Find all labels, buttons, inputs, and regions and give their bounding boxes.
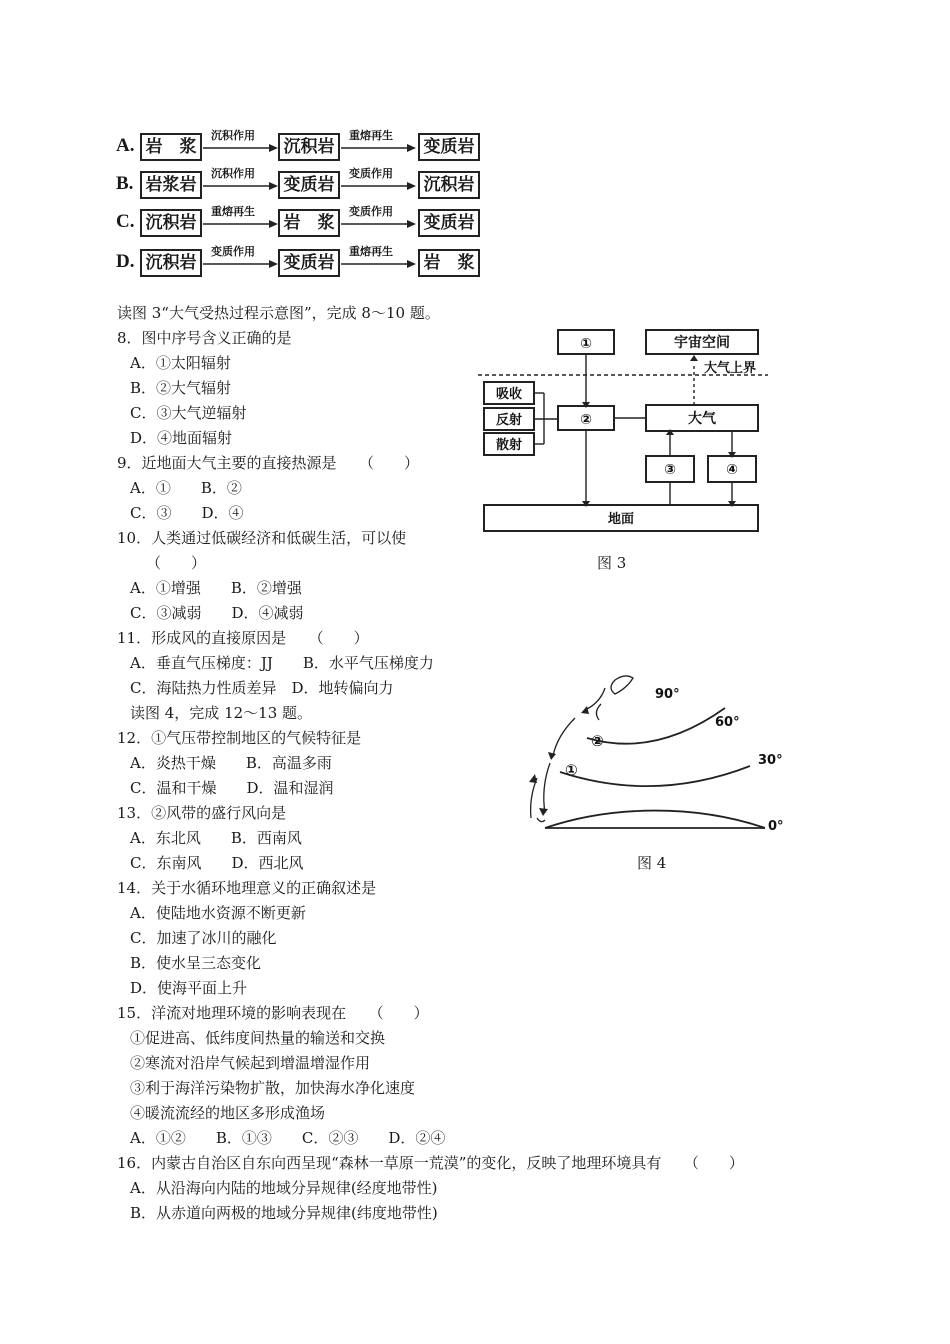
rock-arrow [341, 259, 417, 269]
text-line: 11．形成风的直接原因是 （ ） [117, 629, 369, 647]
rock-arrow [341, 143, 417, 153]
fig3-label-absorb: 吸收 [495, 387, 523, 402]
rock-box: 岩 浆 [140, 133, 202, 161]
fig4-label-1: ① [565, 761, 578, 779]
text-line: A．①② B．①③ C．②③ D．②④ [130, 1129, 446, 1147]
text-line: ①促进高、低纬度间热量的输送和交换 [130, 1029, 386, 1047]
fig3-label-atmos: 大气 [688, 411, 716, 427]
text-line: ②寒流对沿岸气候起到增温增湿作用 [130, 1054, 371, 1072]
text-line: 9．近地面大气主要的直接热源是 （ ） [117, 454, 420, 472]
text-line: C．③大气逆辐射 [130, 404, 247, 422]
text-line: 读图 4，完成 12～13 题。 [130, 704, 313, 722]
text-line: C．③ D．④ [130, 504, 244, 522]
rock-arrow-label: 沉积作用 [211, 129, 255, 142]
rock-arrow [341, 181, 417, 191]
figure-3-atmosphere-heating-diagram [478, 325, 770, 537]
fig3-label-upper: 大气上界 [703, 361, 757, 376]
rock-arrow-label: 沉积作用 [211, 167, 255, 180]
text-line: 13．②风带的盛行风向是 [117, 804, 287, 822]
rock-box: 变质岩 [278, 249, 340, 277]
text-line: 10．人类通过低碳经济和低碳生活，可以使 [117, 529, 407, 547]
text-line: A．东北风 B．西南风 [130, 829, 302, 847]
rock-box: 变质岩 [418, 133, 480, 161]
rock-box: 沉积岩 [418, 171, 480, 199]
rock-box: 沉积岩 [140, 209, 202, 237]
text-line: A．使陆地水资源不断更新 [130, 904, 306, 922]
fig3-label-4: ④ [726, 462, 738, 478]
text-line: C．③减弱 D．④减弱 [130, 604, 304, 622]
rock-option-letter: B. [116, 173, 134, 194]
text-line: A．炎热干燥 B．高温多雨 [130, 754, 332, 772]
rock-arrow [203, 143, 279, 153]
fig3-label-scatter: 散射 [495, 438, 523, 453]
text-line: C．加速了冰川的融化 [130, 929, 277, 947]
text-line: B．从赤道向两极的地域分异规律(纬度地带性) [130, 1204, 438, 1222]
text-line: C．温和干燥 D．温和湿润 [130, 779, 334, 797]
rock-arrow-label: 重熔再生 [349, 245, 393, 258]
rock-box: 岩浆岩 [140, 171, 202, 199]
text-line: 14．关于水循环地理意义的正确叙述是 [117, 879, 377, 897]
figure-4-pressure-belt-diagram [515, 668, 790, 838]
text-line: A．① B．② [130, 479, 242, 497]
rock-box: 岩 浆 [278, 209, 340, 237]
rock-arrow-label: 变质作用 [349, 167, 393, 180]
fig3-label-2: ② [580, 412, 592, 428]
figure-4-caption: 图 4 [637, 854, 667, 872]
text-line: 8．图中序号含义正确的是 [117, 329, 292, 347]
rock-arrow-label: 重熔再生 [211, 205, 255, 218]
rock-arrow-label: 变质作用 [349, 205, 393, 218]
text-line: D．④地面辐射 [130, 429, 233, 447]
fig3-label-3: ③ [664, 462, 676, 478]
text-line: 15．洋流对地理环境的影响表现在 （ ） [117, 1004, 429, 1022]
text-line: ③利于海洋污染物扩散，加快海水净化速度 [130, 1079, 416, 1097]
text-line: （ ） [146, 554, 207, 572]
fig4-label-0: 0° [768, 819, 784, 834]
rock-option-letter: D. [116, 251, 135, 272]
text-line: B．②大气辐射 [130, 379, 232, 397]
rock-arrow [203, 219, 279, 229]
text-line: A．①太阳辐射 [130, 354, 231, 372]
rock-box: 沉积岩 [140, 249, 202, 277]
fig3-label-space: 宇宙空间 [674, 335, 730, 351]
rock-box: 变质岩 [278, 171, 340, 199]
rock-box: 沉积岩 [278, 133, 340, 161]
rock-arrow [203, 181, 279, 191]
fig4-label-30: 30° [758, 753, 783, 768]
rock-arrow [341, 219, 417, 229]
text-line: ④暖流流经的地区多形成渔场 [130, 1104, 326, 1122]
text-line: A．从沿海向内陆的地域分异规律(经度地带性) [130, 1179, 438, 1197]
fig3-label-reflect: 反射 [495, 413, 523, 428]
fig4-label-90: 90° [655, 687, 680, 702]
text-line: 16．内蒙古自治区自东向西呈现“森林一草原一荒漠”的变化，反映了地理环境具有 （ ） [117, 1154, 744, 1172]
text-line: 12．①气压带控制地区的气候特征是 [117, 729, 362, 747]
fig4-label-60: 60° [715, 715, 740, 730]
text-line: B．使水呈三态变化 [130, 954, 262, 972]
rock-box: 变质岩 [418, 209, 480, 237]
text-line: C．东南风 D．西北风 [130, 854, 304, 872]
text-line: A．①增强 B．②增强 [130, 579, 302, 597]
figure-3-caption: 图 3 [597, 554, 627, 572]
rock-arrow [203, 259, 279, 269]
rock-arrow-label: 变质作用 [211, 245, 255, 258]
text-line: D．使海平面上升 [130, 979, 248, 997]
fig3-label-ground: 地面 [607, 512, 635, 527]
rock-arrow-label: 重熔再生 [349, 129, 393, 142]
rock-option-letter: A. [116, 135, 135, 156]
rock-option-letter: C. [116, 211, 135, 232]
text-line: A．垂直气压梯度：JJ B．水平气压梯度力 [130, 654, 434, 672]
text-line: C．海陆热力性质差异 D．地转偏向力 [130, 679, 394, 697]
rock-box: 岩 浆 [418, 249, 480, 277]
fig4-label-2: ② [591, 732, 604, 750]
fig3-label-1: ① [580, 336, 592, 352]
text-line: 读图 3“大气受热过程示意图”，完成 8～10 题。 [117, 304, 440, 322]
